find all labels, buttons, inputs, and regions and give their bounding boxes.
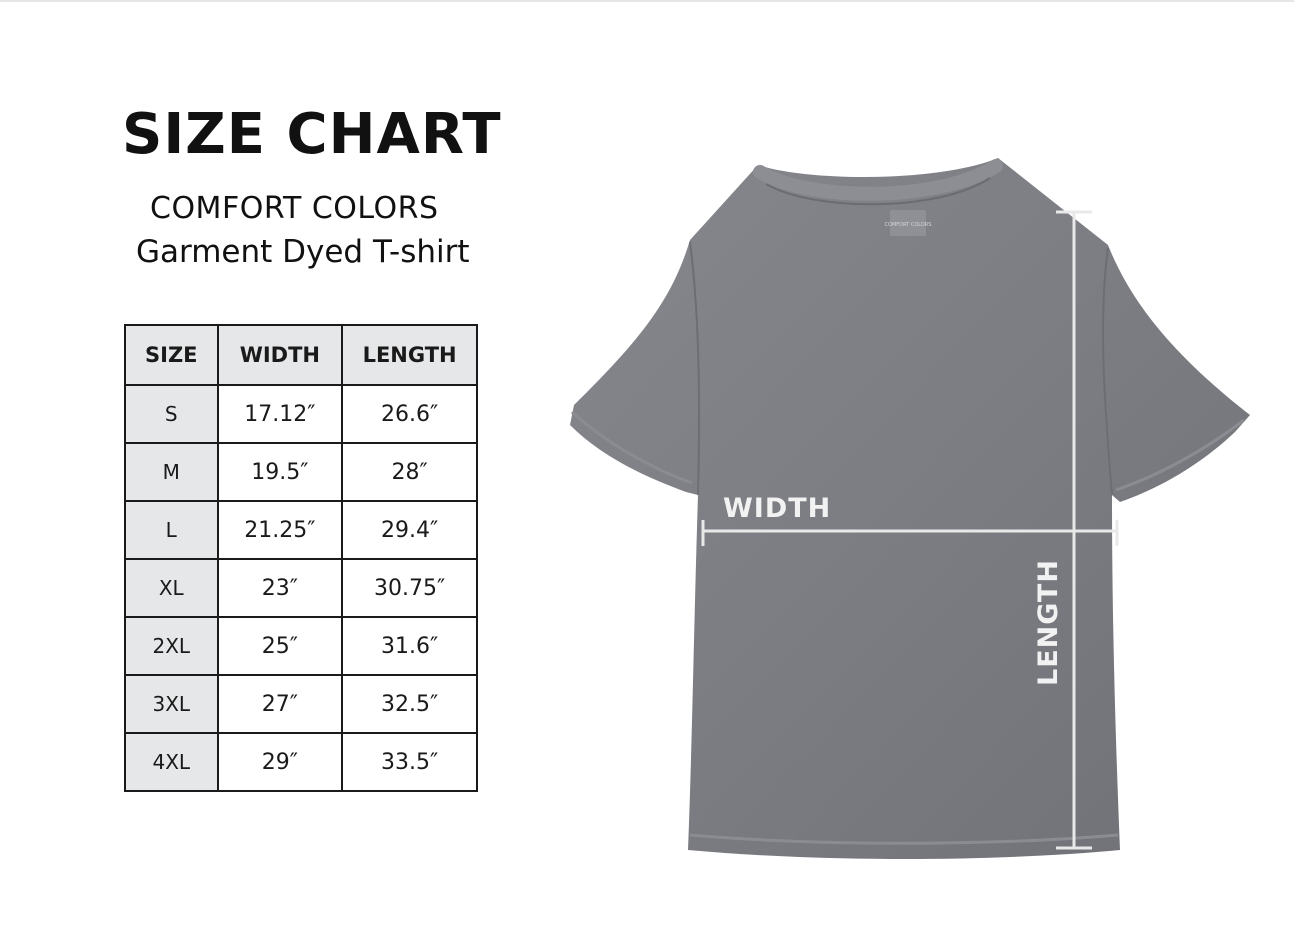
table-row	[125, 617, 477, 675]
length-cell: 29.4″	[342, 501, 477, 559]
width-cell: 19.5″	[218, 443, 343, 501]
table-row	[125, 443, 477, 501]
table-row	[125, 733, 477, 791]
table-row	[125, 385, 477, 443]
tshirt-body	[570, 158, 1250, 859]
table-header-row	[125, 325, 477, 385]
length-cell: 31.6″	[342, 617, 477, 675]
tshirt-diagram	[560, 150, 1260, 870]
size-cell: S	[125, 385, 218, 443]
length-label: LENGTH	[1033, 559, 1064, 686]
column-header-length: LENGTH	[342, 325, 477, 385]
width-cell: 25″	[218, 617, 343, 675]
width-cell: 29″	[218, 733, 343, 791]
size-cell: L	[125, 501, 218, 559]
size-cell: 4XL	[125, 733, 218, 791]
table-row	[125, 501, 477, 559]
size-cell: 2XL	[125, 617, 218, 675]
top-divider	[0, 0, 1294, 2]
length-cell: 26.6″	[342, 385, 477, 443]
width-cell: 17.12″	[218, 385, 343, 443]
width-cell: 23″	[218, 559, 343, 617]
width-cell: 21.25″	[218, 501, 343, 559]
page-title: SIZE CHART	[122, 102, 502, 167]
length-cell: 28″	[342, 443, 477, 501]
width-label: WIDTH	[723, 493, 832, 524]
brand-name: COMFORT COLORS	[150, 191, 439, 226]
neck-tag-text: COMFORT COLORS	[884, 222, 932, 228]
size-cell: 3XL	[125, 675, 218, 733]
size-table	[124, 324, 478, 792]
length-cell: 30.75″	[342, 559, 477, 617]
product-name: Garment Dyed T-shirt	[136, 234, 470, 270]
table-row	[125, 675, 477, 733]
size-cell: XL	[125, 559, 218, 617]
size-cell: M	[125, 443, 218, 501]
length-cell: 32.5″	[342, 675, 477, 733]
length-cell: 33.5″	[342, 733, 477, 791]
column-header-size: SIZE	[125, 325, 218, 385]
column-header-width: WIDTH	[218, 325, 343, 385]
width-cell: 27″	[218, 675, 343, 733]
table-row	[125, 559, 477, 617]
